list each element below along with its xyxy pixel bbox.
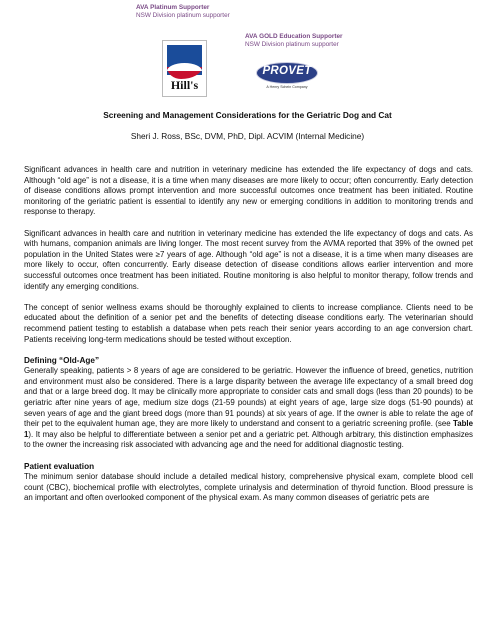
platinum-sponsor-title bbox=[136, 4, 230, 12]
intro-paragraph: Significant advances in health care and nutrition in veterinary medicine has extended the life expectancy of dogs and cats. Although “old age” is not a disease, it is a time when many diseases are more likely to occur; often concurrently. Early detection of disease conditions allows prompt intervention and more successful outcomes once treatment has been initiated. Routine monitoring of the geriatric patient is essential to identify any new or emerging conditions in addition to monitoring trends and response to therapy. bbox=[24, 165, 473, 217]
paragraph-text: Generally speaking, patients > 8 years of age are considered to be geriatric. However the influence of breed, genetics, nutrition and environment must also be considered. There is a large disparity between the average life expectancy of a small breed dog and that or a large breed dog. It may be clinically more appropriate to consider cats and small dogs (less than 20 pounds) to be geriatric after nine years of age, medium size dogs (21-59 pounds) at eight years of age, large size dogs (51-90 pounds) at seven years of age and the giant breed dogs (more than 91 pounds) at six years of age. If the owner is able to relate the age of their pet to the equivalent human age, they are more likely to understand and consent to a geriatric screening profile. (see bbox=[24, 366, 473, 429]
sponsor-suffix: Supporter bbox=[177, 4, 210, 11]
body-paragraph: Significant advances in health care and nutrition in veterinary medicine has extended the life expectancy of dogs and cats. As with humans, companion animals are living longer. The most recent survey from the AVMA reported that 39% of the owned pet population in the United States were ≥7 years of age. Although “old age” is not a disease, it is a time when many diseases are more likely to occur, often concurrently. Early disease detection of disease conditions allows earlier intervention and more successful outcomes once treatment has been initiated. Routine monitoring is also helpful to monitor therapy, follow trends and identify any emerging conditions. bbox=[24, 228, 473, 291]
hills-logo bbox=[162, 40, 207, 97]
sponsor-tier: GOLD bbox=[259, 33, 278, 40]
platinum-sponsor-banner bbox=[136, 4, 230, 20]
section-paragraph-patient-evaluation: The minimum senior database should include a detailed medical history, comprehensive physical exam, complete blood cell count (CBC), biochemical profile with electrolytes, complete urinalysis and determination of thyroid function. Blood pressure is an important and often overlooked component of the physical exam. As many common diseases of geriatric pets are bbox=[24, 472, 473, 503]
gold-sponsor-title bbox=[245, 33, 343, 41]
section-heading-patient-evaluation: Patient evaluation bbox=[24, 461, 95, 471]
sponsor-prefix: AVA bbox=[245, 33, 260, 40]
hills-logo-word: Hill's bbox=[170, 78, 199, 92]
section-heading-old-age: Defining “Old-Age” bbox=[24, 355, 100, 365]
body-paragraph: The concept of senior wellness exams should be thoroughly explained to clients to increase compliance. Clients need to be educated about the definition of a senior pet and the benefits of detecting disease conditions early. The veterinarian should recommend patient testing to establish a database when pets reach their senior years according to an age conversion chart. Patients receiving long-term medications should be tested without exception. bbox=[24, 302, 473, 344]
document-author: Sheri J. Ross, BSc, DVM, PhD, Dipl. ACVIM (Internal Medicine) bbox=[130, 131, 365, 141]
gold-sponsor-subtitle: NSW Division platinum supporter bbox=[245, 41, 339, 48]
provet-logo bbox=[256, 62, 318, 92]
document-body bbox=[24, 165, 473, 515]
gold-sponsor-banner bbox=[245, 33, 343, 49]
table-reference: Table 1 bbox=[24, 419, 473, 439]
sponsor-prefix: AVA bbox=[136, 4, 151, 11]
document-title: Screening and Management Considerations for the Geriatric Dog and Cat bbox=[103, 110, 392, 120]
provet-logo-tagline: A Henry Schein Company bbox=[266, 85, 308, 89]
sponsor-tier: Platinum bbox=[150, 4, 178, 11]
provet-logo-word: PROVET bbox=[262, 65, 312, 77]
sponsor-suffix: Education Supporter bbox=[277, 33, 343, 40]
platinum-sponsor-subtitle: NSW Division platinum supporter bbox=[136, 12, 230, 19]
section-paragraph-old-age bbox=[24, 366, 473, 451]
paragraph-text: ). It may also be helpful to differentiate between a senior pet and a geriatric pet. Although arbitrary, this distinction emphasizes to the owner the increasing risk associated with advancing age and the need for additional diagnostic testing. bbox=[24, 429, 473, 450]
